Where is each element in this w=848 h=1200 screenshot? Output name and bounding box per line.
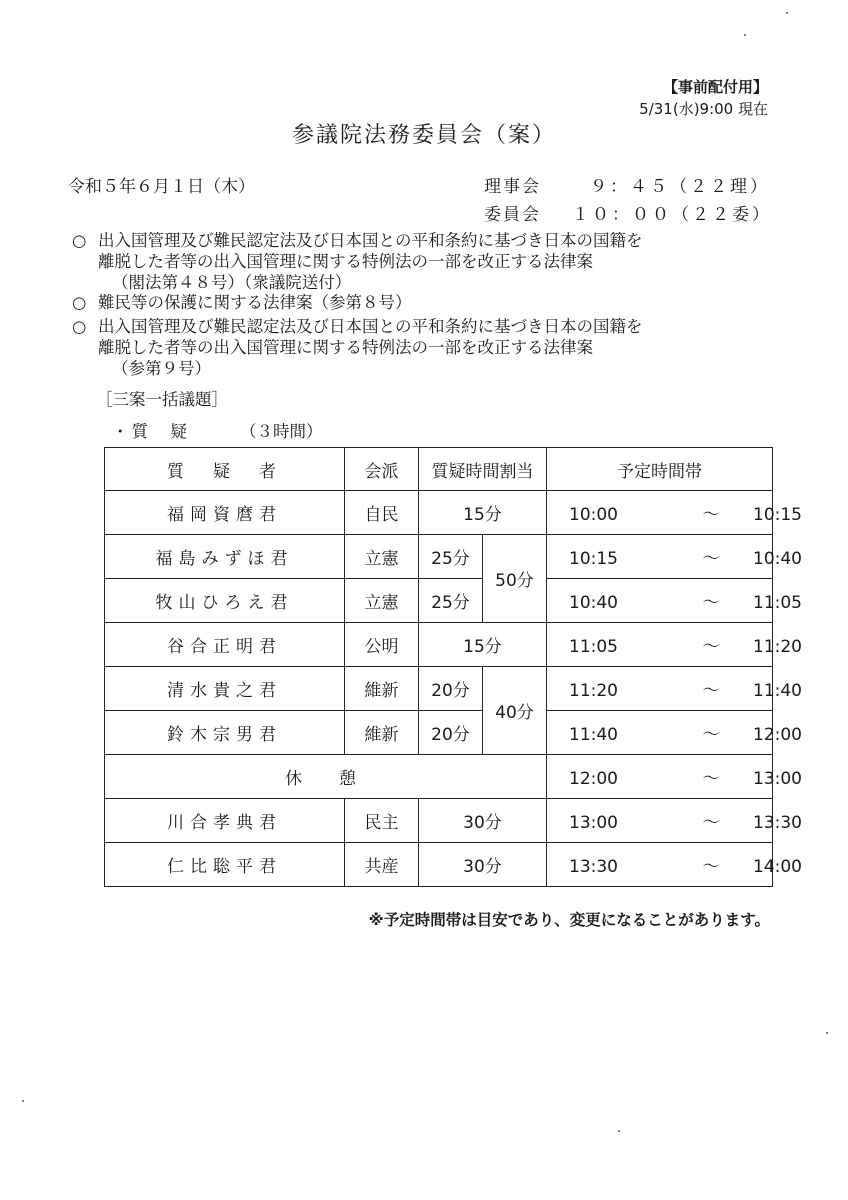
timeslot-cell: 10:15 ～ 10:40	[547, 535, 773, 579]
scan-speck	[786, 12, 788, 14]
party-cell: 維新	[345, 667, 419, 711]
meeting-time-committee: １０：００（２２委）	[572, 205, 772, 225]
party-cell: 公明	[345, 623, 419, 667]
as-of-timestamp: 5/31(水)9:00 現在	[639, 100, 768, 118]
meeting-label-committee: 委員会	[484, 205, 541, 225]
header-party: 会派	[345, 448, 419, 491]
questioner-name: 仁比聡平君	[105, 843, 345, 887]
questioner-name: 清水貴之君	[105, 667, 345, 711]
allocation-cell: 25分	[419, 535, 483, 579]
timeslot-cell: 10:40 ～ 11:05	[547, 579, 773, 623]
questioner-name: 福島みずほ君	[105, 535, 345, 579]
bill-line: 難民等の保護に関する法律案（参第８号）	[98, 293, 412, 312]
allocation-cell: 15分	[419, 491, 547, 535]
scan-speck	[618, 1130, 620, 1132]
break-cell: 休 憩	[105, 755, 547, 799]
party-cell: 立憲	[345, 579, 419, 623]
bill-line: 出入国管理及び難民認定法及び日本国との平和条約に基づき日本の国籍を	[98, 231, 643, 250]
timeslot-cell: 13:30 ～ 14:00	[547, 843, 773, 887]
questioner-name: 谷合正明君	[105, 623, 345, 667]
questioner-name: 川合孝典君	[105, 799, 345, 843]
timeslot-cell: 11:40 ～ 12:00	[547, 711, 773, 755]
allocation-cell: 30分	[419, 799, 547, 843]
table-row	[105, 579, 773, 623]
bill-line: 離脱した者等の出入国管理に関する特例法の一部を改正する法律案	[98, 338, 593, 357]
table-row	[105, 491, 773, 535]
header-timeslot: 予定時間帯	[547, 448, 773, 491]
distribution-tag: 【事前配付用】	[662, 78, 768, 96]
questioning-schedule-table	[104, 447, 802, 887]
page-title: 参議院法務委員会（案）	[291, 123, 556, 148]
footnote: ※予定時間帯は目安であり、変更になることがあります。	[368, 911, 770, 929]
bill-line: （参第９号）	[112, 359, 211, 378]
party-cell: 維新	[345, 711, 419, 755]
timeslot-cell: 11:20 ～ 11:40	[547, 667, 773, 711]
joint-agenda-note: ［三案一括議題］	[96, 390, 228, 409]
party-cell: 民主	[345, 799, 419, 843]
table-row	[105, 535, 773, 579]
questioner-name: 鈴木宗男君	[105, 711, 345, 755]
table-row	[105, 799, 773, 843]
bill-line: 離脱した者等の出入国管理に関する特例法の一部を改正する法律案	[98, 252, 593, 271]
timeslot-cell: 13:00 ～ 13:30	[547, 799, 773, 843]
table-row	[105, 711, 773, 755]
allocation-cell: 20分	[419, 667, 483, 711]
table-row	[105, 623, 773, 667]
bill-line: 出入国管理及び難民認定法及び日本国との平和条約に基づき日本の国籍を	[98, 317, 643, 336]
table-row	[105, 843, 773, 887]
questioner-name: 福岡資麿君	[105, 491, 345, 535]
group-total-cell: 40分	[483, 667, 547, 755]
party-cell: 自民	[345, 491, 419, 535]
allocation-cell: 20分	[419, 711, 483, 755]
allocation-cell: 15分	[419, 623, 547, 667]
scan-speck	[826, 1032, 828, 1034]
timeslot-cell: 10:00 ～ 10:15	[547, 491, 773, 535]
allocation-cell: 25分	[419, 579, 483, 623]
meeting-label-board: 理事会	[484, 177, 541, 197]
table-row	[105, 667, 773, 711]
scan-speck	[744, 34, 746, 36]
section-label: ・質 疑	[112, 422, 190, 441]
timeslot-cell: 11:05 ～ 11:20	[547, 623, 773, 667]
table-row-break	[105, 755, 773, 799]
meeting-date: 令和５年６月１日（木）	[68, 177, 255, 197]
header-allocation: 質疑時間割当	[419, 448, 547, 491]
questioner-name: 牧山ひろえ君	[105, 579, 345, 623]
header-questioner: 質 疑 者	[105, 448, 345, 491]
scan-speck	[22, 1100, 24, 1102]
bill-mark: ○	[72, 231, 87, 250]
meeting-time-board: ９：４５（２２理）	[590, 177, 770, 197]
group-total-cell: 50分	[483, 535, 547, 623]
table-header-row	[105, 448, 773, 491]
bill-mark: ○	[72, 317, 87, 336]
party-cell: 立憲	[345, 535, 419, 579]
bill-mark: ○	[72, 293, 87, 312]
section-duration: （３時間）	[240, 422, 323, 441]
bill-line: （閣法第４８号）（衆議院送付）	[112, 273, 352, 292]
timeslot-cell: 12:00 ～ 13:00	[547, 755, 773, 799]
allocation-cell: 30分	[419, 843, 547, 887]
party-cell: 共産	[345, 843, 419, 887]
